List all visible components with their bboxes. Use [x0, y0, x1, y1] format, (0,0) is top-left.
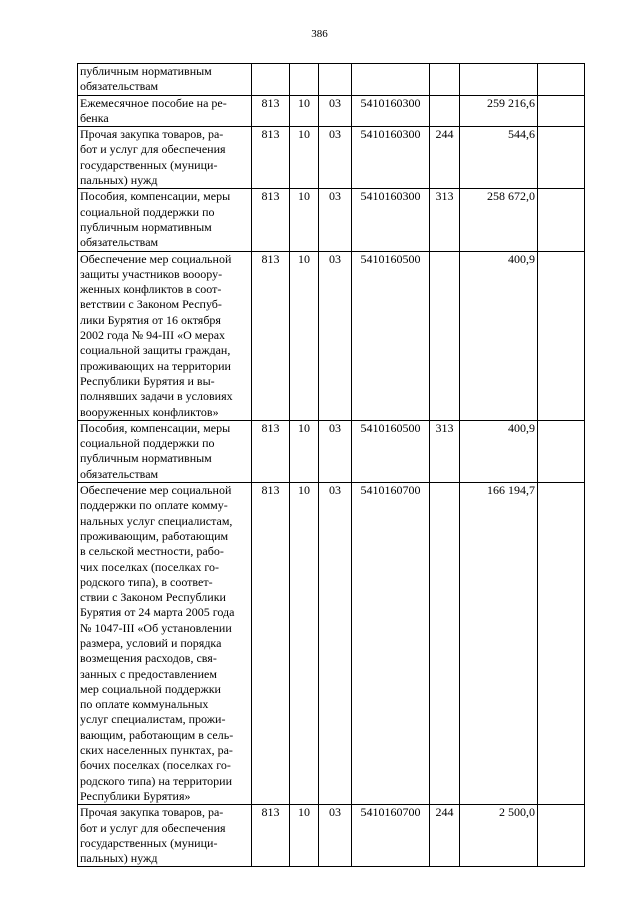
grbs-code-cell [252, 64, 290, 96]
target-article-cell: 5410160300 [352, 95, 430, 127]
subsection-code-cell: 03 [319, 251, 352, 420]
table-row [78, 420, 585, 482]
target-article-cell: 5410160700 [352, 805, 430, 867]
expense-type-cell [430, 95, 460, 127]
subsection-code-cell: 03 [319, 805, 352, 867]
row-name-cell: Прочая закупка товаров, ра- бот и услуг для обеспечения государственных (муници- пальных) нужд [78, 805, 252, 867]
section-code-cell: 10 [290, 251, 319, 420]
target-article-cell: 5410160500 [352, 420, 430, 482]
grbs-code-cell: 813 [252, 483, 290, 805]
amount-cell: 544,6 [460, 127, 538, 189]
subsection-code-cell [319, 64, 352, 96]
row-name-cell: Прочая закупка товаров, ра- бот и услуг для обеспечения государственных (муници- пальных) нужд [78, 127, 252, 189]
row-name-cell: Обеспечение мер социальной защиты участников вооору- женных конфликтов в соот- ветствии с Законом Респуб- лики Бурятия от 16 октября 2002 года № 94-III «О мерах социальной защиты граждан, проживающих на территории Республики Бурятия и вы- полнявших задачи в условиях вооруженных конфликтов» [78, 251, 252, 420]
table-row [78, 189, 585, 251]
section-code-cell: 10 [290, 127, 319, 189]
grbs-code-cell: 813 [252, 251, 290, 420]
amount-cell: 2 500,0 [460, 805, 538, 867]
subsection-code-cell: 03 [319, 420, 352, 482]
amount-cell: 400,9 [460, 251, 538, 420]
section-code-cell: 10 [290, 189, 319, 251]
amount-cell [460, 64, 538, 96]
amount-cell: 400,9 [460, 420, 538, 482]
table-row [78, 95, 585, 127]
extra-column-cell [538, 420, 585, 482]
page-number: 386 [311, 28, 328, 40]
table-row [78, 127, 585, 189]
table-row [78, 805, 585, 867]
budget-table-body [78, 64, 585, 867]
grbs-code-cell: 813 [252, 127, 290, 189]
expense-type-cell: 244 [430, 805, 460, 867]
budget-table [77, 63, 585, 867]
row-name-cell: Обеспечение мер социальной поддержки по оплате комму- нальных услуг специалистам, проживающим, работающим в сельской местности, рабо- чих поселках (поселках го- родского типа), в соответ- ствии с Законом Республики Бурятия от 24 марта 2005 года № 1047-III «Об установлении размера, условий и порядка возмещения расходов, свя- занных с предоставлением мер социальной поддержки по оплате коммунальных услуг специалистам, прожи- вающим, работающим в сель- ских населенных пунктах, ра- бочих поселках (поселках го- родского типа) на территории Республики Бурятия» [78, 483, 252, 805]
amount-cell: 166 194,7 [460, 483, 538, 805]
table-row [78, 64, 585, 96]
extra-column-cell [538, 95, 585, 127]
grbs-code-cell: 813 [252, 805, 290, 867]
row-name-cell: Ежемесячное пособие на ре- бенка [78, 95, 252, 127]
expense-type-cell [430, 251, 460, 420]
amount-cell: 258 672,0 [460, 189, 538, 251]
row-name-cell: Пособия, компенсации, меры социальной поддержки по публичным нормативным обязательствам [78, 420, 252, 482]
section-code-cell: 10 [290, 483, 319, 805]
extra-column-cell [538, 127, 585, 189]
expense-type-cell: 244 [430, 127, 460, 189]
expense-type-cell: 313 [430, 189, 460, 251]
grbs-code-cell: 813 [252, 420, 290, 482]
target-article-cell: 5410160300 [352, 127, 430, 189]
expense-type-cell [430, 483, 460, 805]
section-code-cell: 10 [290, 95, 319, 127]
target-article-cell: 5410160500 [352, 251, 430, 420]
target-article-cell [352, 64, 430, 96]
target-article-cell: 5410160700 [352, 483, 430, 805]
section-code-cell: 10 [290, 420, 319, 482]
expense-type-cell: 313 [430, 420, 460, 482]
subsection-code-cell: 03 [319, 483, 352, 805]
row-name-cell: Пособия, компенсации, меры социальной поддержки по публичным нормативным обязательствам [78, 189, 252, 251]
expense-type-cell [430, 64, 460, 96]
table-row [78, 483, 585, 805]
target-article-cell: 5410160300 [352, 189, 430, 251]
subsection-code-cell: 03 [319, 189, 352, 251]
section-code-cell [290, 64, 319, 96]
subsection-code-cell: 03 [319, 95, 352, 127]
section-code-cell: 10 [290, 805, 319, 867]
extra-column-cell [538, 805, 585, 867]
amount-cell: 259 216,6 [460, 95, 538, 127]
row-name-cell: публичным нормативным обязательствам [78, 64, 252, 96]
subsection-code-cell: 03 [319, 127, 352, 189]
extra-column-cell [538, 189, 585, 251]
grbs-code-cell: 813 [252, 189, 290, 251]
grbs-code-cell: 813 [252, 95, 290, 127]
extra-column-cell [538, 483, 585, 805]
table-row [78, 251, 585, 420]
extra-column-cell [538, 64, 585, 96]
extra-column-cell [538, 251, 585, 420]
